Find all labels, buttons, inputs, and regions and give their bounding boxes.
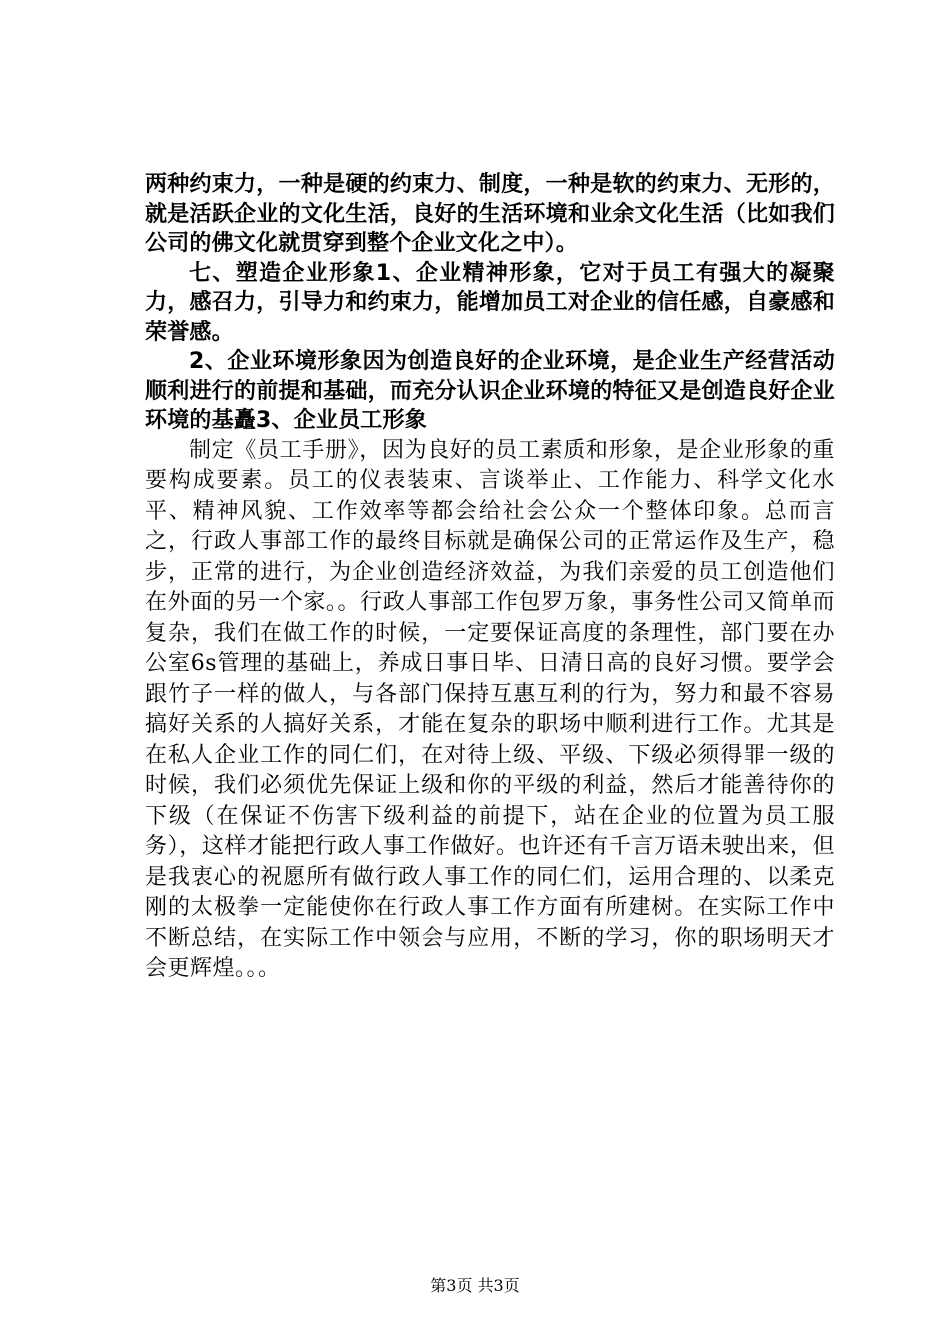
paragraph-constraint: 两种约束力，一种是硬的约束力、制度，一种是软的约束力、无形的，就是活跃企业的文化生活，良好的生活环境和业余文化生活（比如我们公司的佛文化就贯穿到整个企业文化之中）。 xyxy=(145,172,835,256)
document-body xyxy=(145,170,835,985)
paragraph-environment-image: 2、企业环境形象因为创造良好的企业环境，是企业生产经营活动顺利进行的前提和基础，而充分认识企业环境的特征又是创造良好企业环境的基矗3、企业员工形象 xyxy=(145,349,835,433)
paragraph-corporate-image: 七、塑造企业形象1、企业精神形象，它对于员工有强大的凝聚力，感召力，引导力和约束力，能增加员工对企业的信任感，自豪感和荣誉感。 xyxy=(145,260,835,345)
paragraph-employee-handbook: 制定《员工手册》，因为良好的员工素质和形象，是企业形象的重要构成要素。员工的仪表装束、言谈举止、工作能力、科学文化水平、精神风貌、工作效率等都会给社会公众一个整体印象。总而言之，行政人事部工作的最终目标就是确保公司的正常运作及生产，稳步，正常的进行，为企业创造经济效益，为我们亲爱的员工创造他们在外面的另一个家。。行政人事部工作包罗万象，事务性公司又简单而复杂，我们在做工作的时候，一定要保证高度的条理性，部门要在办公室6s管理的基础上，养成日事日毕、日清日高的良好习惯。要学会跟竹子一样的做人，与各部门保持互惠互利的行为，努力和最不容易搞好关系的人搞好关系，才能在复杂的职场中顺利进行工作。尤其是在私人企业工作的同仁们，在对待上级、平级、下级必须得罪一级的时候，我们必须优先保证上级和你的平级的利益，然后才能善待你的下级（在保证不伤害下级利益的前提下，站在企业的位置为员工服务），这样才能把行政人事工作做好。也许还有千言万语未驶出来，但是我衷心的祝愿所有做行政人事工作的同仁们，运用合理的、以柔克刚的太极拳一定能使你在行政人事工作方面有所建树。在实际工作中不断总结，在实际工作中领会与应用，不断的学习，你的职场明天才会更辉煌。。。 xyxy=(145,437,835,981)
page-footer: 第3页 共3页 xyxy=(430,1276,520,1295)
